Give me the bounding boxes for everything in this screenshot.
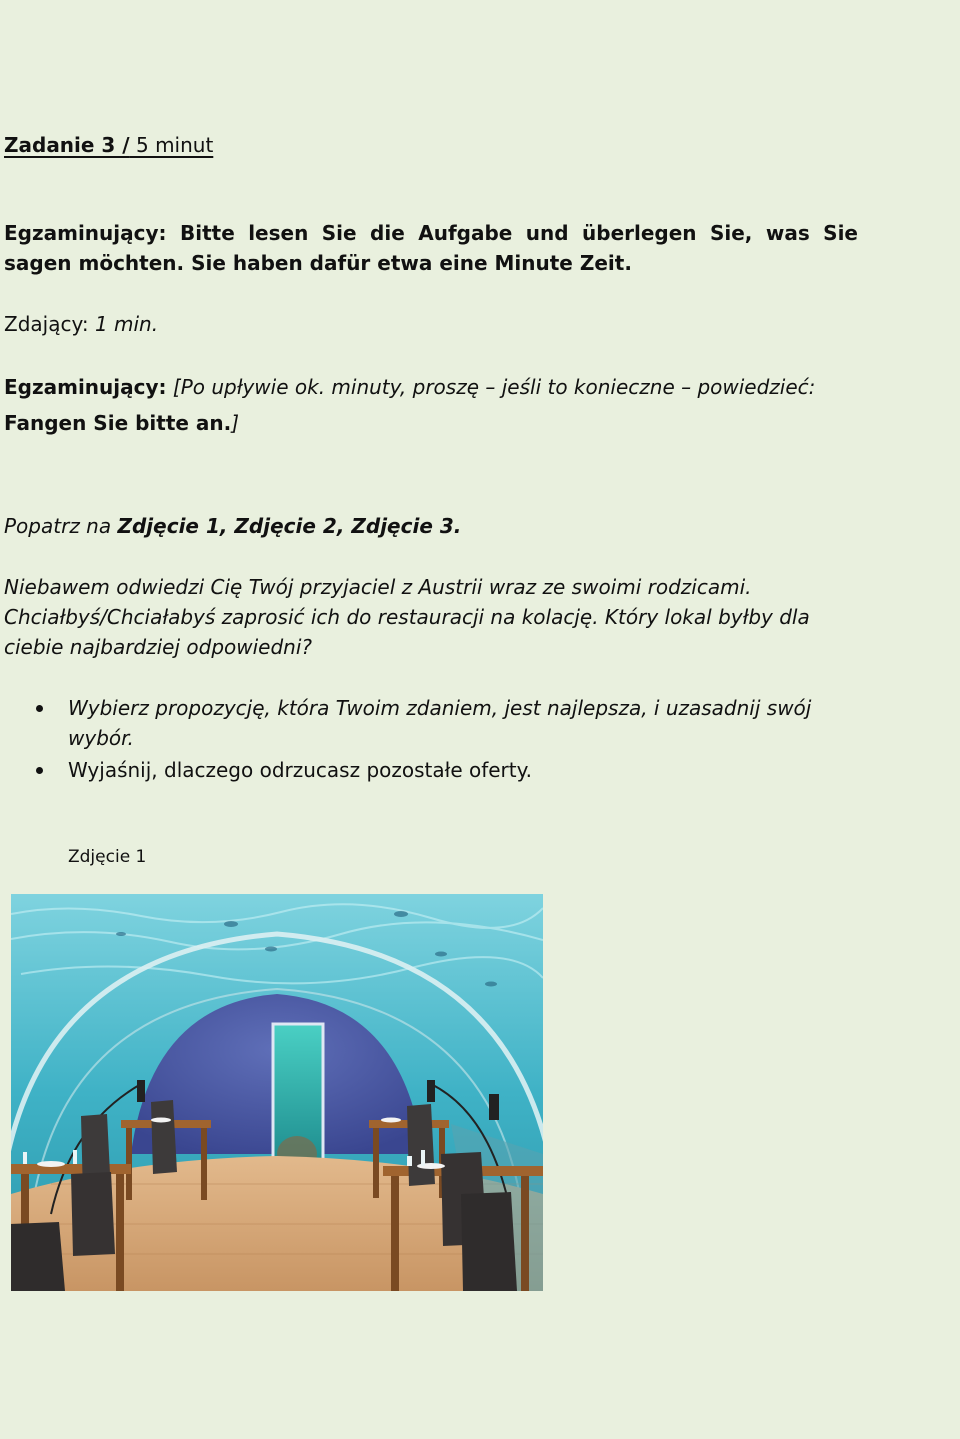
examiner-instruction: [Po upływie ok. minuty, proszę – jeśli to konieczne – powiedzieć: bbox=[166, 375, 816, 399]
restaurant-photo bbox=[11, 894, 543, 1291]
task-duration: 5 minut bbox=[129, 133, 214, 157]
task-list bbox=[4, 693, 844, 787]
candidate-time-value: 1 min. bbox=[94, 312, 159, 336]
examiner-label-2: Egzaminujący: bbox=[4, 375, 167, 399]
examiner-label: Egzaminujący: bbox=[4, 221, 167, 245]
photo-caption: Zdjęcie 1 bbox=[68, 847, 147, 867]
examiner-intro-text: Bitte lesen Sie die Aufgabe und überlegen Sie, was Sie sagen möchten. Sie haben dafür etwa eine Minute Zeit. bbox=[4, 221, 858, 275]
examiner-intro bbox=[4, 218, 858, 278]
look-at-photos bbox=[4, 511, 461, 541]
bullet-icon bbox=[36, 705, 43, 712]
photo-list: Zdjęcie 1, Zdjęcie 2, Zdjęcie 3. bbox=[117, 514, 462, 538]
candidate-time bbox=[4, 309, 158, 339]
list-item bbox=[4, 693, 844, 753]
task-title bbox=[4, 130, 213, 160]
examiner-prompt bbox=[4, 369, 860, 441]
situation-text: Niebawem odwiedzi Cię Twój przyjaciel z Austrii wraz ze swoimi rodzicami. Chciałbyś/Chciałabyś zaprosić ich do restauracji na kolację. Który lokal byłby dla ciebie najbardziej odpowiedni? bbox=[4, 575, 810, 659]
look-at-prefix: Popatrz na bbox=[4, 514, 118, 538]
task-item-text: Wyjaśnij, dlaczego odrzucasz pozostałe oferty. bbox=[68, 758, 532, 782]
list-item bbox=[4, 755, 844, 785]
task-item-text: Wybierz propozycję, która Twoim zdaniem, jest najlepsza, i uzasadnij swój wybór. bbox=[68, 696, 812, 750]
underwater-restaurant-image bbox=[11, 894, 543, 1291]
examiner-phrase: Fangen Sie bitte an. bbox=[4, 411, 232, 435]
task-number: Zadanie 3 / bbox=[4, 133, 130, 157]
candidate-label: Zdający: bbox=[4, 312, 95, 336]
bullet-icon bbox=[36, 767, 43, 774]
examiner-bracket-close: ] bbox=[231, 411, 240, 435]
